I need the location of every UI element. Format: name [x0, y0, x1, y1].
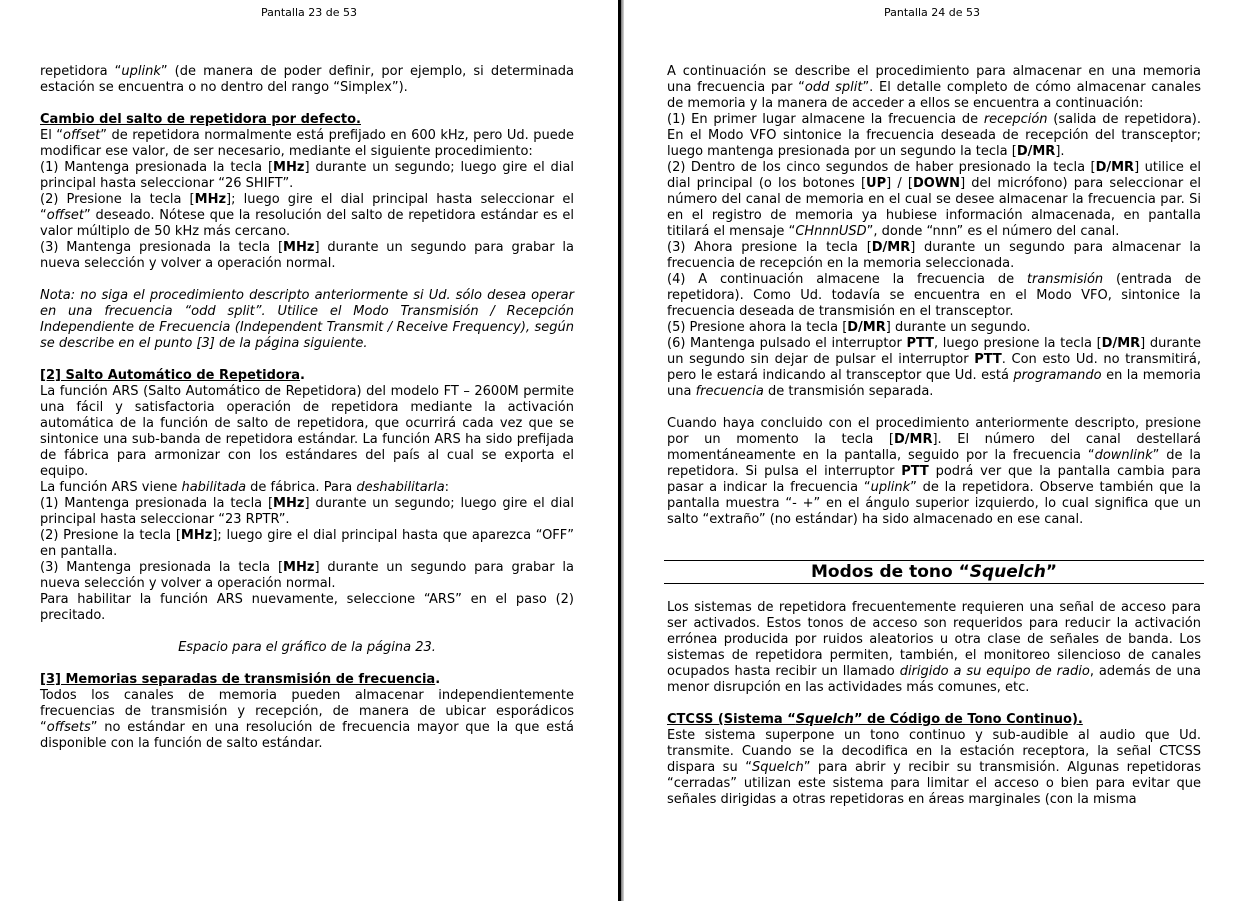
- paragraph-step-1: (1) Mantenga presionada la tecla [MHz] durante un segundo; luego gire el dial principal hasta seleccionar “26 SHIFT”.: [40, 160, 574, 191]
- paragraph-r-step-3: (3) Ahora presione la tecla [D/MR] durante un segundo para almacenar la frecuencia de recepción en la memoria seleccionada.: [667, 240, 1201, 271]
- heading-cambio-salto: Cambio del salto de repetidora por defecto.: [40, 112, 361, 127]
- section-title-squelch: Modos de tono “Squelch”: [664, 560, 1204, 584]
- heading-ctcss: CTCSS (Sistema “Squelch” de Código de Tono Continuo).: [667, 712, 1083, 727]
- paragraph-step-2: (2) Presione la tecla [MHz]; luego gire el dial principal hasta seleccionar el “offset” deseado. Nótese que la resolución del salto de repetidora estándar es el valor múltiplo de 50 kHz más cercano.: [40, 192, 574, 239]
- paragraph-r-step-1: (1) En primer lugar almacene la frecuencia de recepción (salida de repetidora). En el Modo VFO sintonice la frecuencia deseada de recepción del transceptor; luego mantenga presionada por un segundo la tecla [D/MR].: [667, 112, 1201, 159]
- page-content: [40, 64, 574, 752]
- paragraph-ars-step-3: (3) Mantenga presionada la tecla [MHz] durante un segundo para grabar la nueva selección y volver a operación normal.: [40, 560, 575, 591]
- paragraph-ctcss: Este sistema superpone un tono continuo y sub-audible al audio que Ud. transmite. Cuando se la decodifica en la estación receptora, la señal CTCSS dispara su “Squelch” para abrir y recibir su transmisión. Algunas repetidoras “cerradas” utilizan este sistema para limitar el acceso o bien para evitar que señales dirigidas a otras repetidoras en áreas marginales (con la misma: [667, 728, 1201, 807]
- figure-placeholder: Espacio para el gráfico de la página 23.: [178, 640, 436, 655]
- paragraph-sistemas: Los sistemas de repetidora frecuentemente requieren una señal de acceso para ser activados. Estos tonos de acceso son requeridos para reducir la activación errónea producida por ruidos aleatorios u otra clase de señales de banda. Los sistemas de repetidora permiten, también, el monitoreo silencioso de canales ocupados hasta recibir un llamado dirigido a su equipo de radio, además de una menor disrupción en las actividades más comunes, etc.: [667, 600, 1201, 695]
- paragraph-ars-step-1: (1) Mantenga presionada la tecla [MHz] durante un segundo; luego gire el dial principal hasta seleccionar “23 RPTR”.: [40, 496, 574, 527]
- heading-salto-automatico: [2] Salto Automático de Repetidora.: [40, 368, 305, 383]
- paragraph-ars: La función ARS (Salto Automático de Repetidora) del modelo FT – 2600M permite una fácil y satisfactoria operación de repetidora mediante la activación automática de la función de salto de repetidora, que ocurrirá cada vez que se sintonice una sub-banda de repetidora estándar. La función ARS ha sido prefijada de fábrica para armonizar con los estándares del país al cual se exporta el equipo.: [40, 384, 574, 479]
- paragraph-r-step-4: (4) A continuación almacene la frecuencia de transmisión (entrada de repetidora). Como Ud. todavía se encuentra en el Modo VFO, sintonice la frecuencia deseada de transmisión en el transceptor.: [667, 272, 1201, 319]
- page-24: [624, 0, 1240, 901]
- page-header: Pantalla 23 de 53: [261, 6, 357, 19]
- paragraph-continuacion: A continuación se describe el procedimiento para almacenar en una memoria una frecuencia par “odd split”. El detalle completo de cómo almacenar canales de memoria y la manera de acceder a ellos se encuentra a continuación:: [667, 64, 1201, 111]
- paragraph-step-3: (3) Mantenga presionada la tecla [MHz] durante un segundo para grabar la nueva selección y volver a operación normal.: [40, 240, 575, 271]
- paragraph-ars-step-2: (2) Presione la tecla [MHz]; luego gire el dial principal hasta que aparezca “OFF” en pantalla.: [40, 528, 574, 559]
- paragraph-r-step-5: (5) Presione ahora la tecla [D/MR] durante un segundo.: [667, 320, 1031, 335]
- paragraph-r-step-2: (2) Dentro de los cinco segundos de haber presionado la tecla [D/MR] utilice el dial principal (o los botones [UP] / [DOWN] del micrófono) para seleccionar el número del canal de memoria en el cual se desee almacenar la frecuencia par. Si en el registro de memoria ya hubiese información almacenada, en pantalla titilará el mensaje “CHnnnUSD”, donde “nnn” es el número del canal.: [667, 160, 1202, 239]
- page-header: Pantalla 24 de 53: [884, 6, 980, 19]
- page-content: [667, 64, 1201, 808]
- paragraph-offset-intro: El “offset” de repetidora normalmente está prefijado en 600 kHz, pero Ud. puede modificar ese valor, de ser necesario, mediante el siguiente procedimiento:: [40, 128, 574, 159]
- paragraph-ars-habilitada: La función ARS viene habilitada de fábrica. Para deshabilitarla:: [40, 480, 450, 495]
- heading-memorias-separadas: [3] Memorias separadas de transmisión de frecuencia.: [40, 672, 441, 687]
- paragraph-ars-reenable: Para habilitar la función ARS nuevamente, seleccione “ARS” en el paso (2) precitado.: [40, 592, 574, 623]
- paragraph-memorias: Todos los canales de memoria pueden almacenar independientemente frecuencias de transmisión y recepción, de manera de ubicar esporádicos “offsets” no estándar en una resolución de frecuencia mayor que la que está disponible con la función de salto estándar.: [40, 688, 574, 751]
- paragraph-nota: Nota: no siga el procedimiento descripto anteriormente si Ud. sólo desea operar en una frecuencia “odd split”. Utilice el Modo Transmisión / Recepción Independiente de Frecuencia (Independent Transmit / Receive Frequency), según se describe en el punto [3] de la página siguiente.: [40, 288, 574, 351]
- page-23: [0, 0, 618, 901]
- paragraph-concluido: Cuando haya concluido con el procedimiento anteriormente descripto, presione por un momento la tecla [D/MR]. El número del canal destellará momentáneamente en la pantalla, seguido por la frecuencia “downlink” de la repetidora. Si pulsa el interruptor PTT podrá ver que la pantalla cambia para pasar a indicar la frecuencia “uplink” de la repetidora. Observe también que la pantalla muestra “- +” en el ángulo superior izquierdo, lo cual significa que un salto “extraño” (no estándar) ha sido almacenado en ese canal.: [667, 416, 1202, 527]
- paragraph-intro: repetidora “uplink” (de manera de poder definir, por ejemplo, si determinada estación se encuentra o no dentro del rango “Simplex”).: [40, 64, 574, 95]
- paragraph-r-step-6: (6) Mantenga pulsado el interruptor PTT, luego presione la tecla [D/MR] durante un segundo sin dejar de pulsar el interruptor PTT. Con esto Ud. no transmitirá, pero le estará indicando al transceptor que Ud. está programando en la memoria una frecuencia de transmisión separada.: [667, 336, 1201, 399]
